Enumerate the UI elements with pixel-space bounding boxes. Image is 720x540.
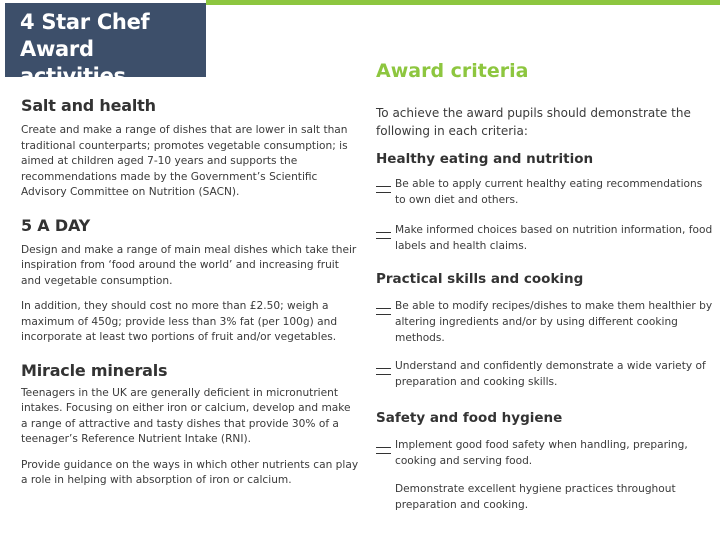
criteria-item — [376, 481, 716, 513]
criteria-column — [376, 60, 716, 513]
title-line-1: 4 Star Chef — [20, 10, 150, 34]
criteria-item — [376, 437, 716, 469]
checkbox-blank[interactable] — [376, 437, 391, 448]
activities-column — [21, 96, 359, 489]
checkbox-blank[interactable] — [376, 298, 391, 309]
five-a-day-text-2: In addition, they should cost no more than £2.50; weigh a maximum of 450g; provide less than 3% fat (per 100g) and incorporate at least two portions of fruit and/or vegetables. — [21, 300, 338, 343]
criteria-item — [376, 358, 716, 390]
practical-heading: Practical skills and cooking — [376, 271, 584, 287]
healthy-heading: Healthy eating and nutrition — [376, 151, 594, 167]
checkbox-blank[interactable] — [376, 176, 391, 187]
minerals-heading: Miracle minerals — [21, 360, 168, 380]
checkbox-blank[interactable] — [376, 358, 391, 369]
safety-heading: Safety and food hygiene — [376, 410, 563, 426]
page-title — [5, 3, 206, 88]
criteria-item-text: Be able to apply current healthy eating recommendations to own diet and others. — [395, 178, 703, 206]
salt-heading: Salt and health — [21, 96, 156, 115]
criteria-item-text: Demonstrate excellent hygiene practices throughout preparation and cooking. — [395, 483, 676, 511]
minerals-text-1: Teenagers in the UK are generally deficient in micronutrient intakes. Focusing on either iron or calcium, develop and make a range of attractive and tasty dishes that provide 30% of a teenager’s Reference Nutrient Intake (RNI). — [21, 386, 351, 445]
top-accent-rule — [206, 0, 720, 5]
five-a-day-heading: 5 A DAY — [21, 215, 90, 235]
criteria-item — [376, 176, 716, 208]
title-line-2: Award activities — [20, 37, 126, 88]
minerals-text-2: Provide guidance on the ways in which other nutrients can play a role in helping with absorption of iron or calcium. — [21, 458, 359, 486]
checkbox-blank[interactable] — [376, 222, 391, 233]
criteria-item-text: Understand and confidently demonstrate a wide variety of preparation and cooking skills. — [395, 360, 706, 388]
award-criteria-title: Award criteria — [376, 60, 529, 82]
criteria-item-text: Be able to modify recipes/dishes to make them healthier by altering ingredients and/or by using different cooking methods. — [395, 300, 713, 344]
criteria-item — [376, 222, 716, 254]
criteria-intro: To achieve the award pupils should demonstrate the following in each criteria: — [376, 106, 691, 138]
criteria-item-text: Implement good food safety when handling, preparing, cooking and serving food. — [395, 439, 688, 467]
criteria-item — [376, 298, 716, 346]
salt-text: Create and make a range of dishes that are lower in salt than traditional counterparts; promotes vegetable consumption; is aimed at children aged 7-10 years and supports the recommendations made by the Government’s Scientific Advisory Committee on Nutrition (SACN). — [21, 124, 348, 198]
five-a-day-text-1: Design and make a range of main meal dishes which take their inspiration from ‘food around the world’ and increasing fruit and vegetable consumption. — [21, 243, 357, 287]
criteria-item-text: Make informed choices based on nutrition information, food labels and health claims. — [395, 224, 713, 252]
